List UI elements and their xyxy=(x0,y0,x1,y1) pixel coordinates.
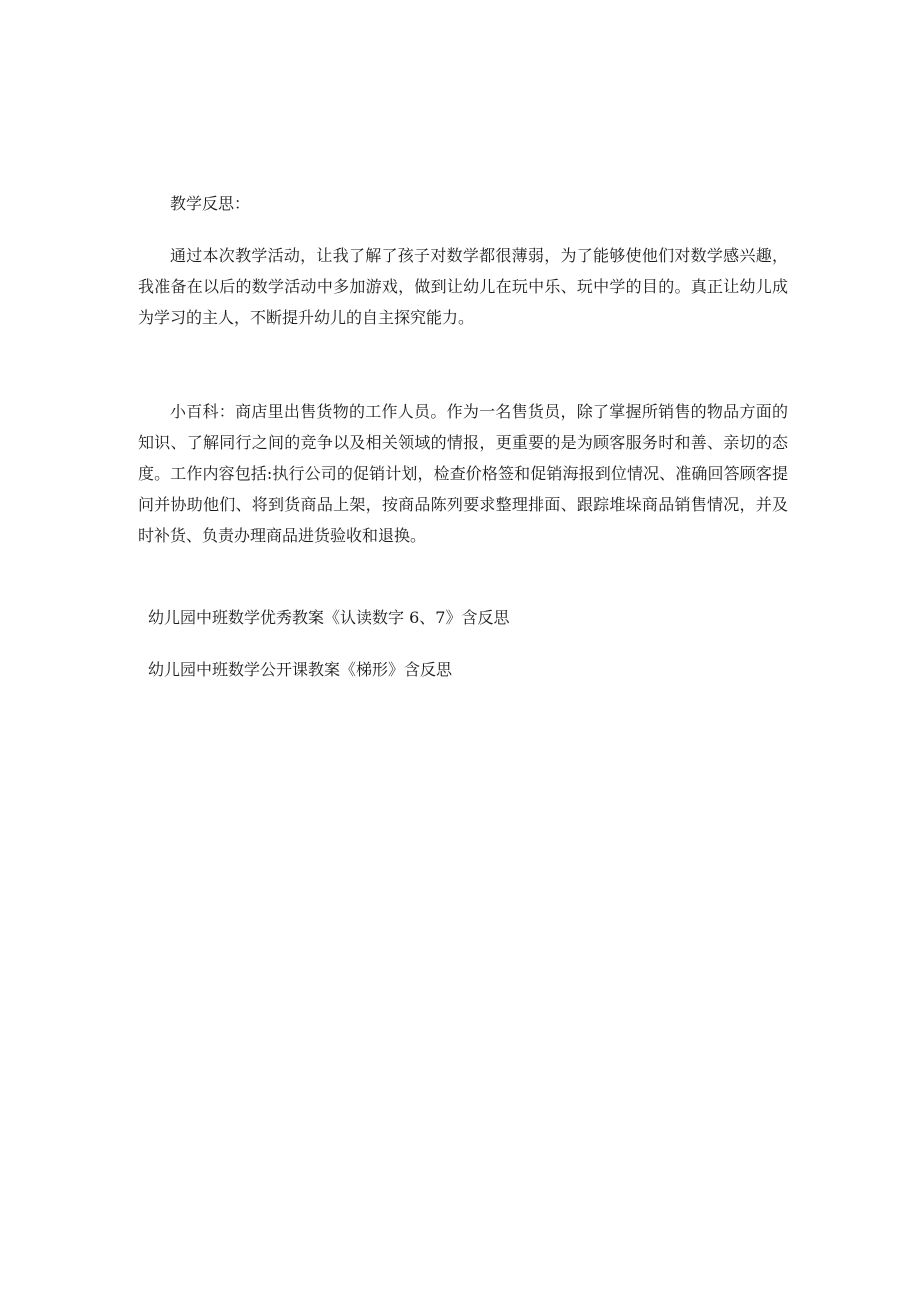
related-lesson-link[interactable]: 幼儿园中班数学公开课教案《梯形》含反思 xyxy=(148,660,453,679)
reflection-paragraph: 通过本次教学活动，让我了解了孩子对数学都很薄弱，为了能够使他们对数学感兴趣，我准备在以后的数学活动中多加游戏，做到让幼儿在玩中乐、玩中学的目的。真正让幼儿成为学习的主人，不断提升幼儿的自主探究能力。 xyxy=(138,246,788,327)
encyclopedia-paragraph: 小百科：商店里出售货物的工作人员。作为一名售货员，除了掌握所销售的物品方面的知识、了解同行之间的竞争以及相关领域的情报，更重要的是为顾客服务时和善、亲切的态度。工作内容包括:执行公司的促销计划，检查价格签和促销海报到位情况、准确回答顾客提问并协助他们、将到货商品上架，按商品陈列要求整理排面、跟踪堆垛商品销售情况，并及时补货、负责办理商品进货验收和退换。 xyxy=(138,402,788,545)
reflection-heading: 教学反思： xyxy=(170,194,251,213)
related-lesson-link[interactable]: 幼儿园中班数学优秀教案《认读数字 6、7》含反思 xyxy=(148,608,510,627)
